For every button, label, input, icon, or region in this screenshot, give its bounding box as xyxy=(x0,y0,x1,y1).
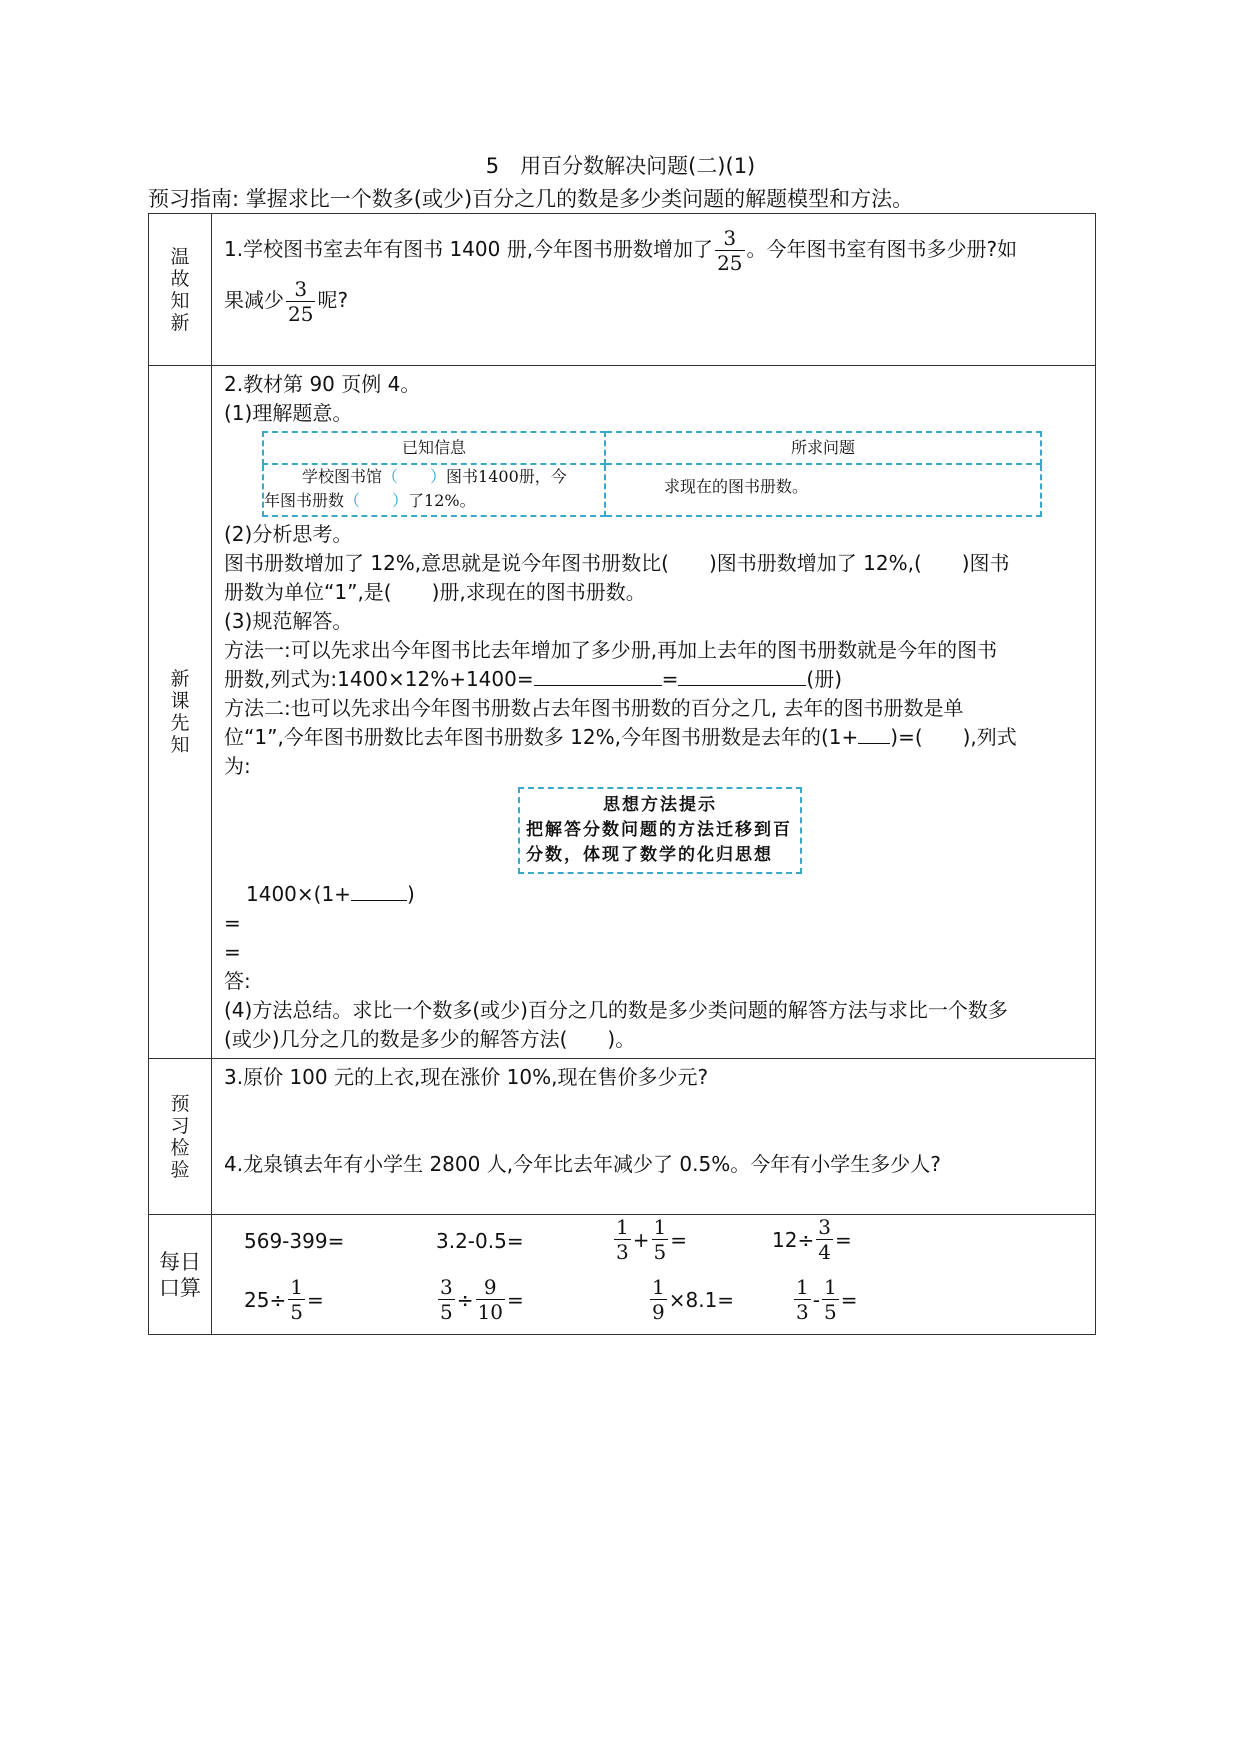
question-2: 2.教材第 90 页例 4。 xyxy=(224,372,421,396)
check-row xyxy=(149,1059,1096,1215)
method-hint-box xyxy=(518,787,802,874)
method-2-line-1: 方法二:也可以先求出今年图书册数占去年图书册数的百分之几, 去年的图书册数是单 xyxy=(224,696,964,720)
review-label: 温故知新 xyxy=(170,245,190,334)
question-3: 3.原价 100 元的上衣,现在涨价 10%,现在售价多少元? xyxy=(224,1065,709,1089)
equals-line-1: = xyxy=(224,911,241,935)
step-4-line-1: (4)方法总结。求比一个数多(或少)百分之几的数是多少类问题的解答方法与求比一个数多 xyxy=(224,998,1008,1022)
review-content-cell xyxy=(212,214,1096,366)
method-2-line-3: 为: xyxy=(224,754,251,778)
worksheet-table xyxy=(148,213,1096,1335)
step-3: (3)规范解答。 xyxy=(224,609,353,633)
oral-exercise: $\frac{1}{3}$ - $\frac{1}{5}$ = xyxy=(796,1275,858,1324)
fraction: $\frac{3}{25}$ xyxy=(288,277,314,326)
known-info: 学校图书馆（ ）图书1400册，今 年图书册数（ ）了12%。 xyxy=(263,464,605,516)
check-label-cell xyxy=(149,1059,212,1215)
hint-title: 思想方法提示 xyxy=(603,795,717,815)
new-lesson-label: 新课先知 xyxy=(170,668,190,756)
known-info-table xyxy=(262,431,1042,517)
asked-question: 求现在的图书册数。 xyxy=(605,464,1041,516)
known-header: 已知信息 xyxy=(263,432,605,464)
new-lesson-row xyxy=(149,366,1096,1059)
analysis-line-2: 册数为单位“1”,是( )册,求现在的图书册数。 xyxy=(224,580,646,604)
hint-body: 把解答分数问题的方法迁移到百分数，体现了数学的化归思想 xyxy=(526,820,792,865)
oral-exercise: 12÷ $\frac{3}{4}$ = xyxy=(772,1215,852,1264)
answer-line: 答: xyxy=(224,969,251,993)
check-label: 预习检验 xyxy=(170,1092,190,1181)
asked-header: 所求问题 xyxy=(605,432,1041,464)
new-lesson-content-cell xyxy=(212,366,1096,1059)
step-4-line-2: (或少)几分之几的数是多少的解答方法( )。 xyxy=(224,1027,636,1051)
oral-label: 每日口算 xyxy=(159,1249,201,1300)
method-2-line-2: 位“1”,今年图书册数比去年图书册数多 12%,今年图书册数是去年的(1+ )=( ),列式 xyxy=(224,725,1017,749)
answer-blank[interactable] xyxy=(678,665,806,686)
review-label-cell xyxy=(149,214,212,366)
page-title: 5 用百分数解决问题(二)(1) xyxy=(485,154,756,178)
fraction: $\frac{3}{25}$ xyxy=(717,226,743,275)
oral-exercise: 569-399= xyxy=(244,1229,345,1253)
new-lesson-label-cell xyxy=(149,366,212,1059)
oral-exercise: $\frac{3}{5}$ ÷ $\frac{9}{10}$ = xyxy=(440,1275,524,1324)
step-1: (1)理解题意。 xyxy=(224,401,353,425)
equals-line-2: = xyxy=(224,940,241,964)
oral-content-cell xyxy=(212,1215,1096,1335)
oral-row xyxy=(149,1215,1096,1335)
oral-exercise: 3.2-0.5= xyxy=(436,1229,524,1253)
question-1-continued: 果减少 $\frac{3}{25}$ 呢? xyxy=(224,277,349,326)
step-2: (2)分析思考。 xyxy=(224,522,353,546)
oral-exercise: $\frac{1}{3}$ + $\frac{1}{5}$ = xyxy=(616,1215,687,1264)
oral-exercise: 25÷ $\frac{1}{5}$ = xyxy=(244,1275,324,1324)
question-4: 4.龙泉镇去年有小学生 2800 人,今年比去年减少了 0.5%。今年有小学生多少人? xyxy=(224,1152,941,1176)
method-1-line-1: 方法一:可以先求出今年图书比去年增加了多少册,再加上去年的图书册数就是今年的图书 xyxy=(224,638,998,662)
oral-label-cell xyxy=(149,1215,212,1335)
oral-exercise: $\frac{1}{9}$ ×8.1= xyxy=(652,1275,735,1324)
review-row xyxy=(149,214,1096,366)
check-content-cell xyxy=(212,1059,1096,1215)
answer-blank[interactable] xyxy=(534,665,662,686)
question-1: 1.学校图书室去年有图书 1400 册,今年图书册数增加了 $\frac{3}{25}$ 。今年图书室有图书多少册?如 xyxy=(224,226,1018,275)
analysis-line-1: 图书册数增加了 12%,意思就是说今年图书册数比( )图书册数增加了 12%,( )图书 xyxy=(224,551,1010,575)
answer-blank[interactable] xyxy=(858,723,890,744)
calc-line: 1400×(1+ ) xyxy=(246,882,415,906)
method-1-line-2: 册数,列式为:1400×12%+1400= = (册) xyxy=(224,667,842,691)
answer-blank[interactable] xyxy=(351,880,407,901)
preview-guide: 预习指南: 掌握求比一个数多(或少)百分之几的数是多少类问题的解题模型和方法。 xyxy=(148,187,914,211)
